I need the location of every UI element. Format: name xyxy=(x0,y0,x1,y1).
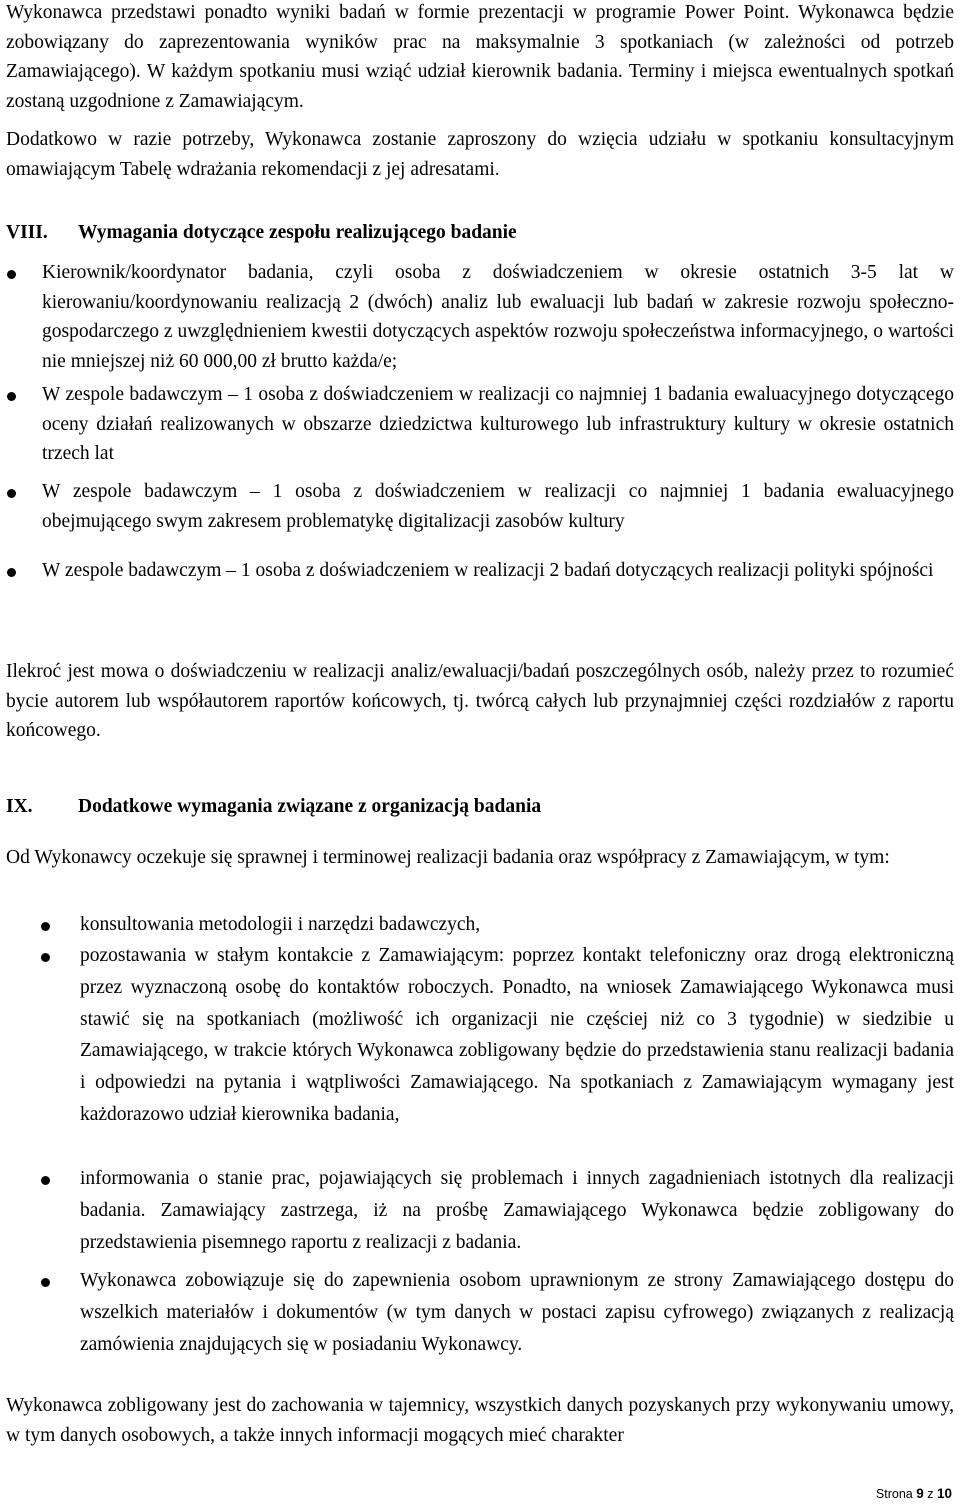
bullet-icon xyxy=(41,1278,50,1287)
closing-paragraph: Wykonawca zobligowany jest do zachowania w tajemnicy, wszystkich danych pozyskanych przy wykonywaniu umowy, w tym danych osobowych, a także innych informacji mogących mieć charakter xyxy=(6,1395,954,1446)
bullet-icon xyxy=(41,922,50,931)
section-8-number: VIII. xyxy=(6,222,48,243)
list-item-text: Kierownik/koordynator badania, czyli osoba z doświadczeniem w okresie ostatnich 3-5 lat w kierowaniu/koordynowaniu realizacją 2 (dwóch) analiz lub ewaluacji lub badań w zakresie rozwoju społeczno-gospodarczego z uwzględnieniem kwestii dotyczących aspektów rozwoju społeczeństwa informacyjnego, o wartości nie mniejszej niż 60 000,00 zł brutto każda/e; xyxy=(42,262,954,372)
section-9-lead: Od Wykonawcy oczekuje się sprawnej i terminowej realizacji badania oraz współpracy z Zamawiającym, w tym: xyxy=(6,847,890,868)
page-footer xyxy=(876,1486,952,1502)
list-item-text: W zespole badawczym – 1 osoba z doświadczeniem w realizacji co najmniej 1 badania ewaluacyjnego dotyczącego oceny działań realizowanych w obszarze dziedzictwa kulturowego lub infrastruktury kultury w okresie ostatnich trzech lat xyxy=(42,384,954,464)
bullet-icon xyxy=(7,489,16,498)
list-item-text: Wykonawca zobowiązuje się do zapewnienia osobom uprawnionym ze strony Zamawiającego dostępu do wszelkich materiałów i dokumentów (w tym danych w postaci zapisu cyfrowego) związanych z realizacją zamówienia znajdujących się w posiadaniu Wykonawcy. xyxy=(80,1270,954,1355)
list-item-text: pozostawania w stałym kontakcie z Zamawiającym: poprzez kontakt telefoniczny oraz drogą elektroniczną przez wyznaczoną osobę do kontaktów roboczych. Ponadto, na wniosek Zamawiającego Wykonawca musi stawić się na spotkaniach (możliwość ich organizacji nie częściej niż co 3 tygodnie) w siedzibie u Zamawiającego, w trakcie których Wykonawca zobligowany będzie do przedstawienia stanu realizacji badania i odpowiedzi na pytania i wątpliwości Zamawiającego. Na spotkaniach z Zamawiającym wymagany jest każdorazowo udział kierownika badania, xyxy=(80,945,954,1125)
section-8-heading xyxy=(6,218,954,247)
list-item-text: informowania o stanie prac, pojawiających się problemach i innych zagadnieniach istotnych dla realizacji badania. Zamawiający zastrzega, iż na prośbę Zamawiającego Wykonawca będzie zobligowany do przedstawienia pisemnego raportu z realizacji z badania. xyxy=(80,1168,954,1253)
bullet-icon xyxy=(7,270,16,279)
bullet-icon xyxy=(41,953,50,962)
footer-page-total: 10 xyxy=(936,1486,952,1501)
section-9-heading xyxy=(6,792,954,821)
section-9-title: Dodatkowe wymagania związane z organizacją badania xyxy=(78,796,542,817)
bullet-icon xyxy=(7,392,16,401)
section-8-title: Wymagania dotyczące zespołu realizującego badanie xyxy=(78,222,517,243)
list-item-text: W zespole badawczym – 1 osoba z doświadczeniem w realizacji 2 badań dotyczących realizacji polityki spójności xyxy=(42,560,934,581)
footer-page-number: 9 xyxy=(916,1486,924,1501)
list-item-text: W zespole badawczym – 1 osoba z doświadczeniem w realizacji co najmniej 1 badania ewaluacyjnego obejmującego swym zakresem problematykę digitalizacji zasobów kultury xyxy=(42,481,954,532)
section-8-note: Ilekroć jest mowa o doświadczeniu w realizacji analiz/ewaluacji/badań poszczególnych osób, należy przez to rozumieć bycie autorem lub współautorem raportów końcowych, tj. twórcą całych lub przynajmniej części rozdziałów z raportu końcowego. xyxy=(6,661,954,741)
footer-separator: z xyxy=(927,1487,934,1501)
section-9-number: IX. xyxy=(6,796,33,817)
footer-label: Strona xyxy=(875,1487,913,1501)
list-item-text: konsultowania metodologii i narzędzi badawczych, xyxy=(80,914,481,935)
intro-paragraph-1: Wykonawca przedstawi ponadto wyniki badań w formie prezentacji w programie Power Point. Wykonawca będzie zobowiązany do zaprezentowania wyników prac na maksymalnie 3 spotkaniach (w zależności od potrzeb Zamawiającego). W każdym spotkaniu musi wziąć udział kierownik badania. Terminy i miejsca ewentualnych spotkań zostaną uzgodnione z Zamawiającym. xyxy=(6,2,954,112)
bullet-icon xyxy=(7,568,16,577)
intro-paragraph-2: Dodatkowo w razie potrzeby, Wykonawca zostanie zaproszony do wzięcia udziału w spotkaniu konsultacyjnym omawiającym Tabelę wdrażania rekomendacji z jej adresatami. xyxy=(6,129,954,180)
bullet-icon xyxy=(41,1176,50,1185)
